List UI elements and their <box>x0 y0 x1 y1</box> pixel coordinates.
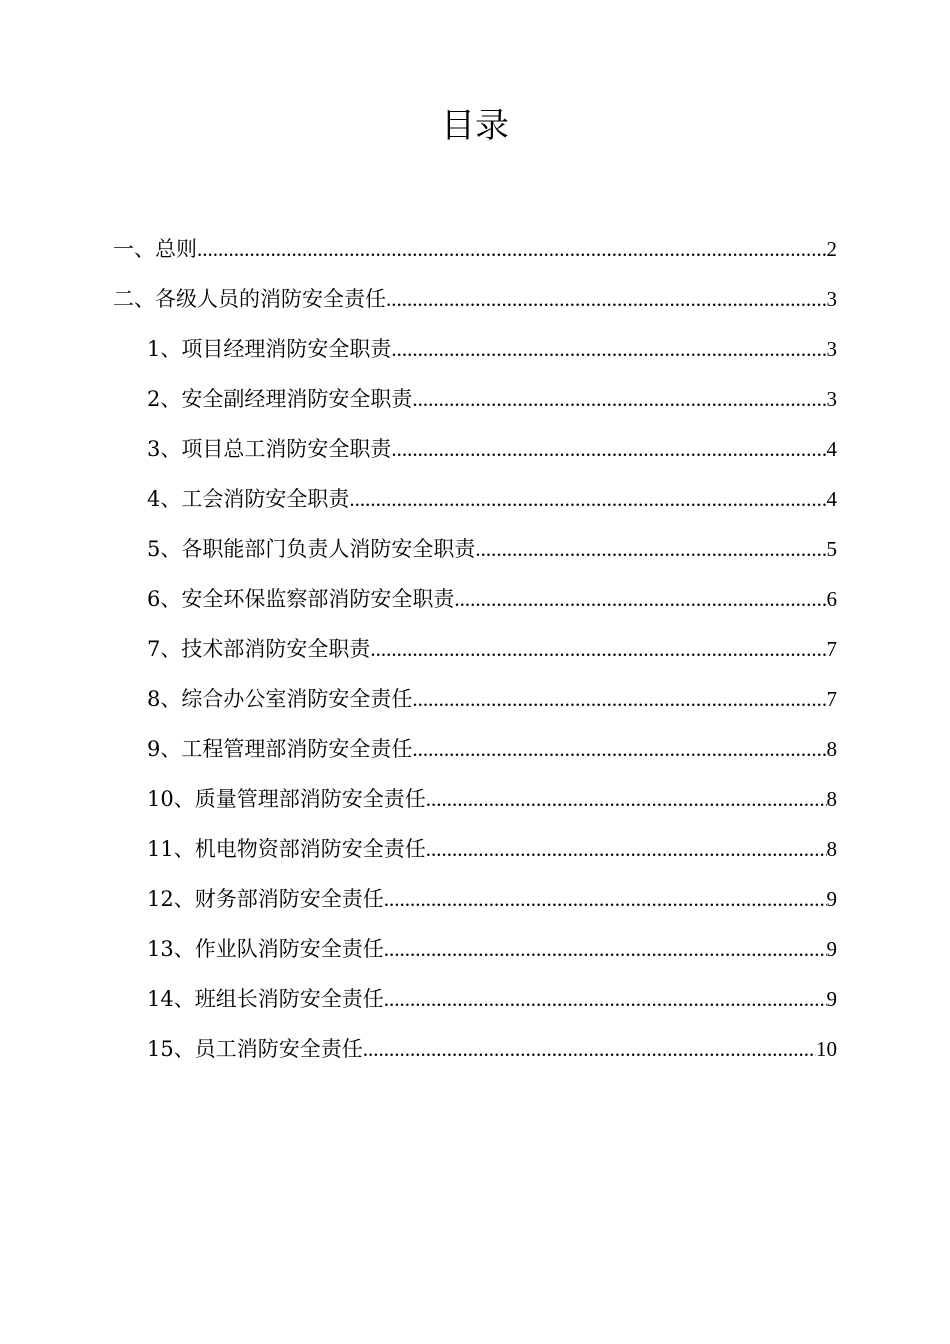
toc-entry[interactable] <box>113 524 837 574</box>
toc-dot-leader <box>391 424 826 474</box>
toc-entry[interactable] <box>113 724 837 774</box>
toc-entry-label: 4、工会消防安全职责 <box>147 487 350 511</box>
table-of-contents <box>113 224 837 1074</box>
toc-entry-page: 8 <box>826 737 837 761</box>
toc-dot-leader <box>386 274 827 324</box>
toc-entry[interactable] <box>113 224 837 274</box>
toc-entry[interactable] <box>113 624 837 674</box>
toc-entry[interactable] <box>113 424 837 474</box>
toc-entry-page: 6 <box>826 587 837 611</box>
toc-dot-leader <box>391 324 826 374</box>
toc-entry-label: 2、安全副经理消防安全职责 <box>147 387 413 411</box>
toc-entry-page: 3 <box>826 287 837 311</box>
toc-dot-leader <box>363 1024 816 1074</box>
toc-dot-leader <box>197 224 827 274</box>
toc-entry-page: 5 <box>826 537 837 561</box>
toc-dot-leader <box>412 674 826 724</box>
toc-entry-label: 6、安全环保监察部消防安全职责 <box>147 587 455 611</box>
toc-entry-label: 8、综合办公室消防安全责任 <box>147 687 413 711</box>
toc-dot-leader <box>384 874 827 924</box>
toc-dot-leader <box>454 574 826 624</box>
toc-entry-page: 9 <box>826 937 837 961</box>
toc-entry[interactable] <box>113 874 837 924</box>
toc-entry-label: 7、技术部消防安全职责 <box>147 637 371 661</box>
toc-entry[interactable] <box>113 774 837 824</box>
toc-entry-page: 4 <box>826 437 837 461</box>
toc-entry[interactable] <box>113 674 837 724</box>
toc-entry[interactable] <box>113 374 837 424</box>
toc-entry[interactable] <box>113 924 837 974</box>
toc-entry[interactable] <box>113 974 837 1024</box>
toc-entry-page: 4 <box>826 487 837 511</box>
toc-entry-page: 9 <box>826 887 837 911</box>
toc-entry[interactable] <box>113 274 837 324</box>
toc-title: 目录 <box>441 106 509 146</box>
toc-entry[interactable] <box>113 1024 837 1074</box>
toc-entry-label: 14、班组长消防安全责任 <box>147 987 384 1011</box>
toc-dot-leader <box>426 774 827 824</box>
toc-entry-page: 3 <box>826 337 837 361</box>
toc-entry[interactable] <box>113 824 837 874</box>
toc-entry-label: 15、员工消防安全责任 <box>147 1037 363 1061</box>
toc-entry[interactable] <box>113 474 837 524</box>
toc-entry-label: 二、各级人员的消防安全责任 <box>113 287 386 311</box>
toc-dot-leader <box>412 374 826 424</box>
toc-dot-leader <box>426 824 827 874</box>
toc-entry-page: 8 <box>826 837 837 861</box>
toc-dot-leader <box>412 724 826 774</box>
toc-entry[interactable] <box>113 324 837 374</box>
toc-entry-page: 3 <box>826 387 837 411</box>
toc-entry-label: 一、总则 <box>113 237 197 261</box>
toc-entry-label: 12、财务部消防安全责任 <box>147 887 384 911</box>
toc-entry-label: 10、质量管理部消防安全责任 <box>147 787 426 811</box>
toc-entry-label: 13、作业队消防安全责任 <box>147 937 384 961</box>
toc-entry-label: 5、各职能部门负责人消防安全职责 <box>147 537 476 561</box>
toc-entry-page: 9 <box>826 987 837 1011</box>
toc-dot-leader <box>384 974 827 1024</box>
toc-dot-leader <box>384 924 827 974</box>
toc-entry-label: 3、项目总工消防安全职责 <box>147 437 392 461</box>
toc-entry-page: 7 <box>826 637 837 661</box>
toc-entry-page: 10 <box>816 1037 837 1061</box>
toc-dot-leader <box>475 524 826 574</box>
toc-entry-page: 2 <box>826 237 837 261</box>
toc-dot-leader <box>349 474 826 524</box>
toc-entry[interactable] <box>113 574 837 624</box>
toc-dot-leader <box>370 624 826 674</box>
toc-entry-label: 11、机电物资部消防安全责任 <box>147 837 426 861</box>
toc-entry-label: 9、工程管理部消防安全责任 <box>147 737 413 761</box>
toc-entry-page: 8 <box>826 787 837 811</box>
toc-entry-label: 1、项目经理消防安全职责 <box>147 337 392 361</box>
toc-entry-page: 7 <box>826 687 837 711</box>
